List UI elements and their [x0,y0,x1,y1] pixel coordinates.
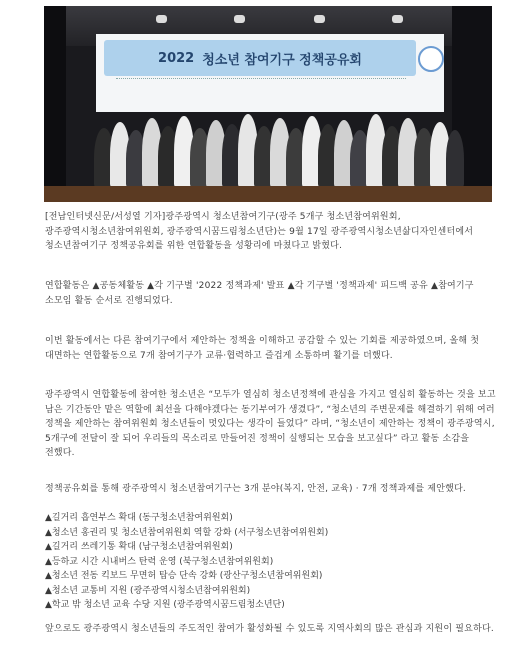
ceiling-lamp [392,15,403,23]
policy-list [45,511,499,613]
policy-item: ▲학교 밖 청소년 교육 수당 지원 (광주광역시꿈드림청소년단) [45,600,285,610]
policy-item: ▲청소년 전동 킥보드 무면허 탑승 단속 강화 (광산구청소년참여위원회) [45,571,323,581]
article-photo [44,6,492,202]
article-paragraph-4: 광주광역시 연합활동에 참여한 청소년은 “모두가 열심히 청소년정책에 관심을 가지고 열심히 활동하는 것을 보고 남은 기간동안 맡은 역할에 최선을 다해야겠다는 동기부여가 생겼다”, “청소년의 주변문제를 해결하기 위해 여러 정책을 제안하는 참여위원회 청소년들이 멋있다는 생각이 들었다” 라며, “청소년이 제안하는 정책이 광주광역시, 5개구에 전달이 잘 되어 우리들의 목소리로 만들어진 정책이 실행되는 모습을 보고싶다” 라고 활동 소감을 전했다. [45,390,496,458]
ceiling-lamp [156,15,167,23]
article-paragraph-3: 이번 활동에서는 다른 참여기구에서 제안하는 정책을 이해하고 공감할 수 있는 기회를 제공하였으며, 올해 첫 대면하는 연합활동으로 7개 참여기구가 교류·협력하고 즐겁게 소통하며 활기를 더했다. [45,336,480,361]
policy-item: ▲청소년 교통비 지원 (광주광역시청소년참여위원회) [45,585,251,596]
participant-figure [446,130,464,188]
article-paragraph-2: 연합활동은 ▲공동체활동 ▲각 기구별 '2022 정책과제' 발표 ▲각 기구별 '정책과제' 피드백 공유 ▲참여기구 소모임 활동 순서로 진행되었다. [45,281,474,306]
banner-year: 2022 [158,50,195,66]
banner-title: 청소년 참여기구 정책공유회 [202,52,362,68]
banner-subtext [116,78,406,84]
article-closing: 앞으로도 광주광역시 청소년들의 주도적인 참여가 활성화될 수 있도록 지역사회의 많은 관심과 지원이 필요하다. [45,624,494,634]
ceiling-lamp [234,15,245,23]
article-paragraph-1: [전남인터넷신문/서성열 기자]광주광역시 청소년참여기구(광주 5개구 청소년참여위원회, 광주광역시청소년참여위원회, 광주광역시꿈드림청소년단)는 9월 17일 광주광역시청소년삶디자인센터에서 청소년참여기구 정책공유회를 위한 연합활동을 성황리에 마쳤다고 밝혔다. [45,212,474,251]
policy-item: ▲길거리 쓰레기통 확대 (남구청소년참여위원회) [45,542,233,552]
policy-item: ▲청소년 홍권리 및 청소년참여위원회 역할 강화 (서구청소년참여위원회) [45,527,329,538]
policy-item: ▲등하교 시간 시내버스 탄력 운영 (북구청소년참여위원회) [45,556,274,567]
curtain-left [44,6,66,202]
article-paragraph-5: 정책공유회를 통해 광주광역시 청소년참여기구는 3개 분야(복지, 안전, 교육) · 7개 정책과제를 제안했다. [45,484,466,494]
banner-emblem [418,46,444,72]
ceiling-lamp [314,15,325,23]
policy-item: ▲길거리 흡연부스 확대 (동구청소년참여위원회) [45,513,233,523]
stage-floor [44,186,492,202]
event-banner [104,40,416,76]
group-of-participants [94,108,464,188]
